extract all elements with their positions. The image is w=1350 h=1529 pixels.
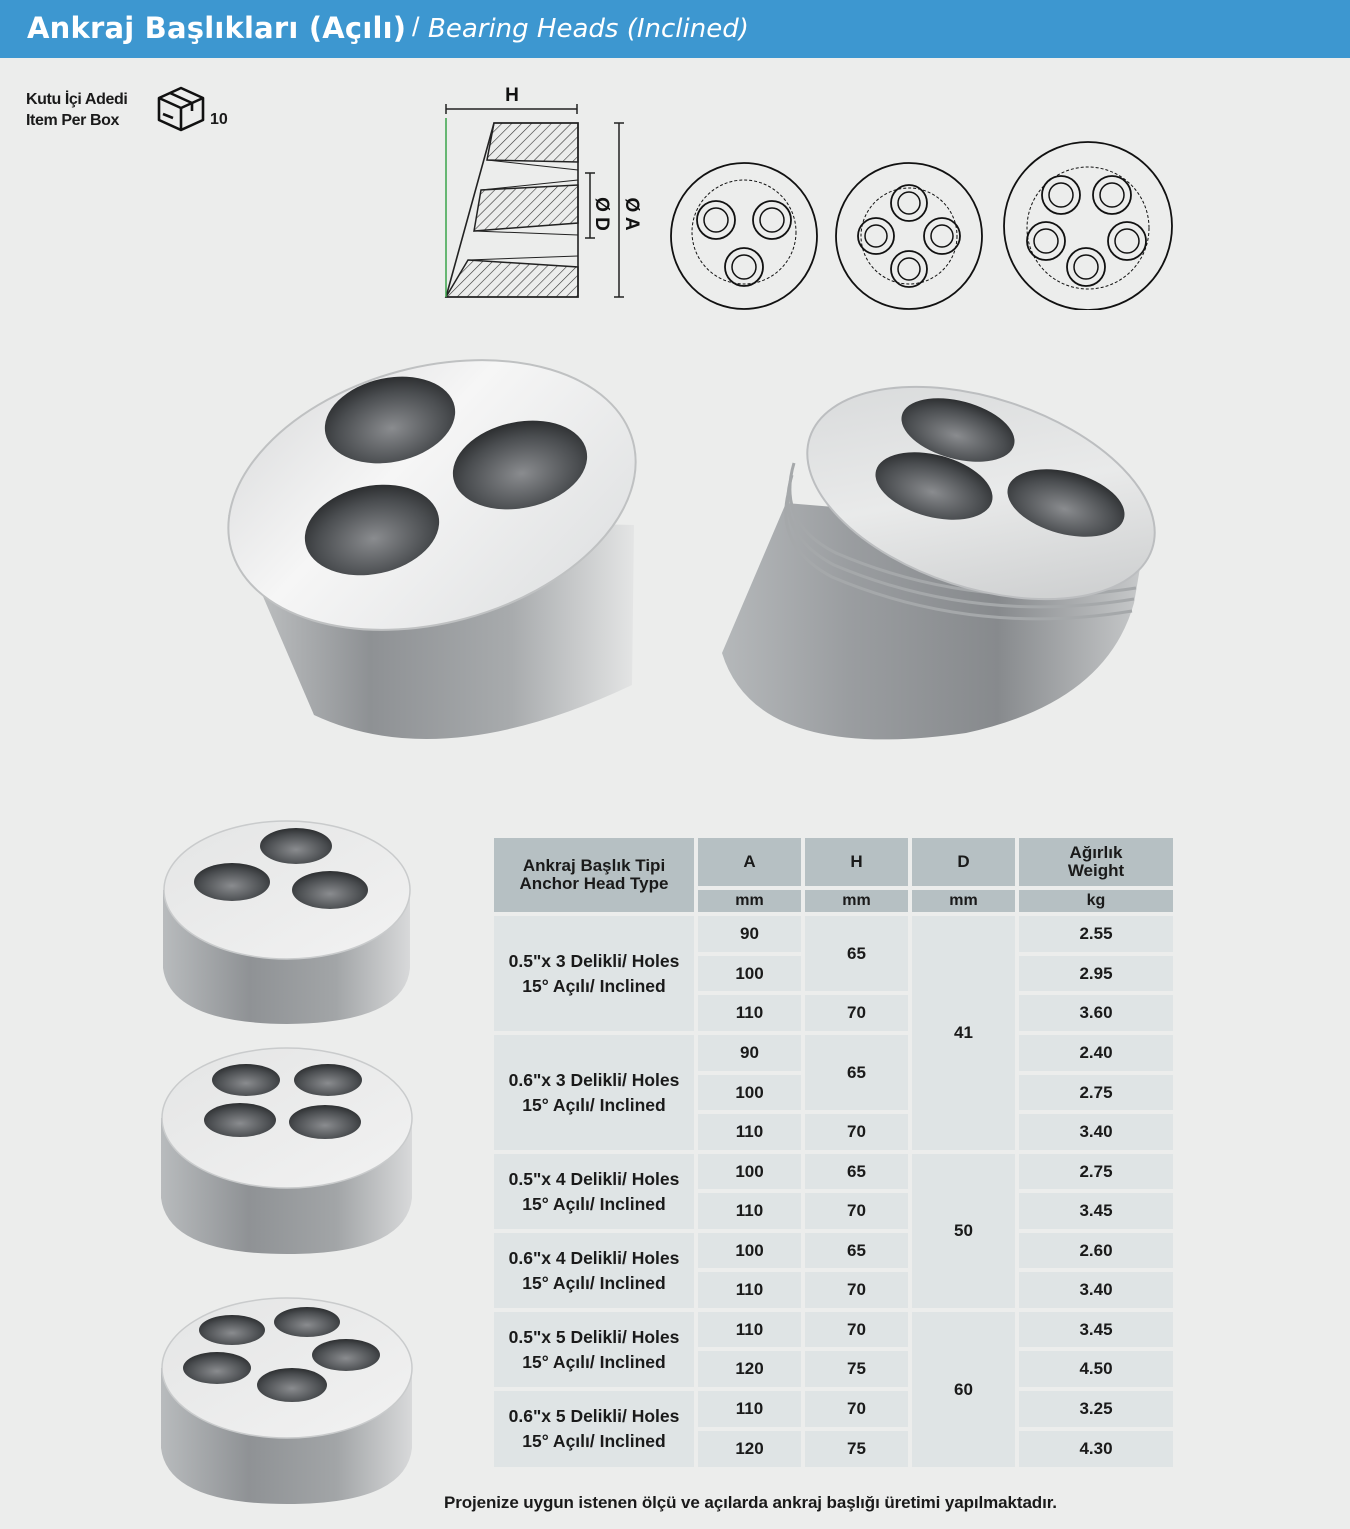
a-cell: 110 [698,1391,801,1427]
header-d-label: D [957,852,970,871]
title-separator: / [412,12,420,42]
weight-cell: 2.75 [1019,1075,1173,1110]
type-line2: 15° Açılı/ Inclined [522,1431,666,1451]
box-label-en: Item Per Box [26,112,120,129]
header-type-tr: Ankraj Başlık Tipi [522,856,666,875]
type-line1: 0.5"x 5 Delikli/ Holes [508,1326,680,1347]
a-cell: 100 [698,1154,801,1189]
unit-h: mm [805,890,908,912]
h-cell: 75 [805,1351,908,1387]
h-cell: 70 [805,1272,908,1308]
weight-cell: 2.60 [1019,1233,1173,1268]
dim-h-label: H [505,85,519,106]
header-a [698,838,801,886]
header-type [494,838,694,912]
a-cell: 120 [698,1351,801,1387]
three-hole-diagram [671,163,817,309]
bearing-head-photo-threaded [716,383,1166,758]
dim-d-label: Ø D [591,197,612,231]
header-a-label: A [743,852,756,871]
header-d [912,838,1015,886]
unit-d: mm [912,890,1015,912]
type-cell [494,1233,694,1308]
a-cell: 110 [698,995,801,1031]
h-cell: 70 [805,995,908,1031]
h-cell: 75 [805,1431,908,1467]
weight-cell: 3.25 [1019,1391,1173,1427]
h-cell: 70 [805,1391,908,1427]
weight-cell: 2.55 [1019,916,1173,952]
unit-weight: kg [1019,890,1173,912]
box-info [26,89,127,131]
type-cell [494,1391,694,1467]
hole-pattern-diagrams [660,140,1180,315]
technical-drawing [436,80,656,315]
type-line2: 15° Açılı/ Inclined [522,1094,666,1115]
weight-cell: 3.40 [1019,1114,1173,1150]
box-count: 10 [210,111,228,128]
type-line1: 0.6"x 5 Delikli/ Holes [508,1406,680,1426]
footer-note: Projenize uygun istenen ölçü ve açılarda ankraj başlığı üretimi yapılmaktadır. [444,1493,1057,1512]
bearing-head-photo-small-3 [160,818,415,1033]
header-h [805,838,908,886]
header-type-en: Anchor Head Type [519,874,669,893]
page-header [0,0,1350,58]
a-cell: 100 [698,1233,801,1268]
h-cell: 65 [805,1233,908,1268]
weight-cell: 4.50 [1019,1351,1173,1387]
weight-cell: 3.45 [1019,1312,1173,1347]
d-cell: 41 [912,916,1015,1150]
type-line2: 15° Açılı/ Inclined [522,1272,666,1293]
weight-cell: 2.75 [1019,1154,1173,1189]
title-tr: Ankraj Başlıkları (Açılı) [27,11,407,45]
weight-cell: 4.30 [1019,1431,1173,1467]
dim-a-label: Ø A [621,197,642,231]
weight-cell: 3.60 [1019,995,1173,1031]
h-cell: 65 [805,1035,908,1110]
bearing-head-photo-small-4 [158,1046,416,1263]
header-weight-en: Weight [1067,861,1125,880]
unit-a: mm [698,890,801,912]
header-h-label: H [850,852,863,871]
type-line2: 15° Açılı/ Inclined [522,1193,666,1214]
type-line1: 0.6"x 4 Delikli/ Holes [508,1247,680,1268]
weight-cell: 2.95 [1019,956,1173,991]
box-label-tr: Kutu İçi Adedi [26,91,128,108]
type-line1: 0.6"x 3 Delikli/ Holes [508,1069,680,1090]
type-cell [494,1035,694,1150]
h-cell: 70 [805,1312,908,1347]
a-cell: 90 [698,916,801,952]
a-cell: 90 [698,1035,801,1071]
title-en: Bearing Heads (Inclined) [428,14,749,44]
type-cell [494,1154,694,1229]
a-cell: 100 [698,956,801,991]
a-cell: 110 [698,1312,801,1347]
weight-cell: 2.40 [1019,1035,1173,1071]
five-hole-diagram [1004,142,1172,310]
type-cell [494,1312,694,1387]
spec-table [492,836,1176,1471]
weight-cell: 3.45 [1019,1193,1173,1229]
h-cell: 70 [805,1114,908,1150]
h-cell: 65 [805,916,908,991]
header-weight [1019,838,1173,886]
bearing-head-photo-3-holes [222,355,662,760]
bearing-head-photo-small-5 [158,1296,416,1513]
weight-cell: 3.40 [1019,1272,1173,1308]
type-line1: 0.5"x 4 Delikli/ Holes [508,1168,680,1189]
header-weight-tr: Ağırlık [1069,843,1123,862]
type-cell [494,916,694,1031]
type-line1: 0.5"x 3 Delikli/ Holes [508,950,680,971]
h-cell: 70 [805,1193,908,1229]
type-line2: 15° Açılı/ Inclined [522,975,666,996]
a-cell: 110 [698,1193,801,1229]
d-cell: 60 [912,1312,1015,1467]
box-icon [155,84,207,137]
h-cell: 65 [805,1154,908,1189]
a-cell: 110 [698,1272,801,1308]
a-cell: 120 [698,1431,801,1467]
a-cell: 100 [698,1075,801,1110]
type-line2: 15° Açılı/ Inclined [522,1351,666,1372]
d-cell: 50 [912,1154,1015,1308]
a-cell: 110 [698,1114,801,1150]
four-hole-diagram [836,163,982,309]
